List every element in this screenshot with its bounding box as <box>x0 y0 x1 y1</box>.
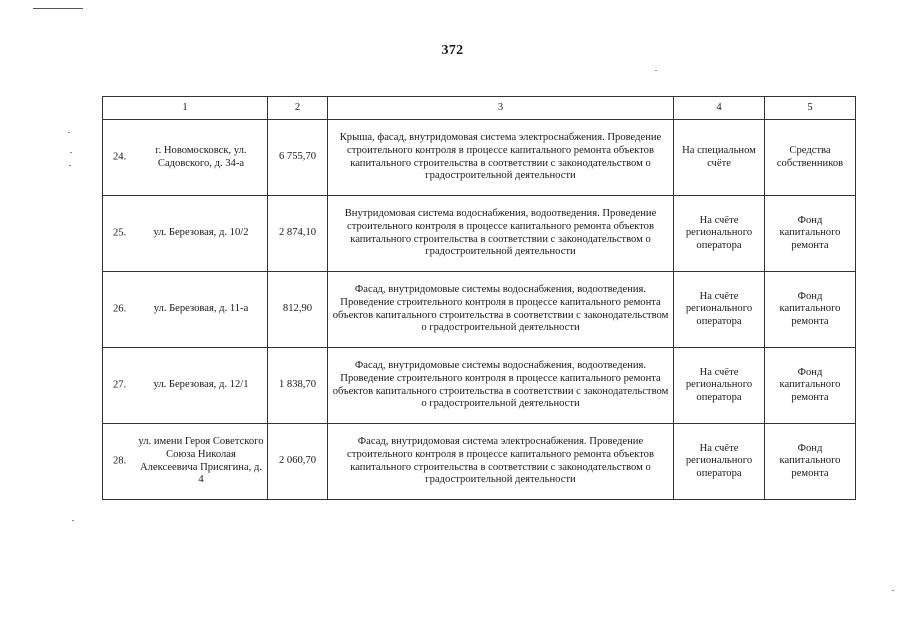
scan-speck <box>69 165 71 166</box>
table-row <box>103 120 856 196</box>
works-cell: Крыша, фасад, внутридомовая система электроснабжения. Проведение строительного контроля в процессе капитального ремонта объектов капитального строительства в соответствии с законодательством о градостроительной деятельности <box>328 120 674 196</box>
table-row <box>103 348 856 424</box>
address-cell <box>103 272 268 348</box>
funding-source-cell: Фонд капитального ремонта <box>765 348 856 424</box>
funding-source-cell: Фонд капитального ремонта <box>765 272 856 348</box>
address-cell <box>103 424 268 500</box>
column-header-3: 3 <box>328 97 674 120</box>
row-number: 24. <box>113 151 127 163</box>
account-cell: На счёте регионального оператора <box>674 424 765 500</box>
funding-source-cell: Фонд капитального ремонта <box>765 424 856 500</box>
account-cell: На счёте регионального оператора <box>674 272 765 348</box>
works-cell: Фасад, внутридомовые системы водоснабжения, водоотведения. Проведение строительного контроля в процессе капитального ремонта объектов капитального строительства в соответствии с законодательством о градостроительной деятельности <box>328 272 674 348</box>
cost-cell: 2 874,10 <box>268 196 328 272</box>
address-cell <box>103 120 268 196</box>
cost-cell: 1 838,70 <box>268 348 328 424</box>
scan-speck <box>72 520 74 521</box>
page-number: 372 <box>441 43 464 58</box>
column-header-5: 5 <box>765 97 856 120</box>
scan-speck <box>892 590 894 591</box>
row-number: 27. <box>113 379 127 391</box>
row-number: 28. <box>113 455 127 467</box>
address-cell <box>103 348 268 424</box>
column-header-4: 4 <box>674 97 765 120</box>
works-cell: Фасад, внутридомовые системы водоснабжения, водоотведения. Проведение строительного контроля в процессе капитального ремонта объектов капитального строительства в соответствии с законодательством о градостроительной деятельности <box>328 348 674 424</box>
scan-speck <box>655 70 657 71</box>
funding-source-cell: Средства собственников <box>765 120 856 196</box>
cost-cell: 812,90 <box>268 272 328 348</box>
table-header-row <box>103 97 856 120</box>
address-text: ул. имени Героя Советского Союза Николая Алексеевича Присягина, д. 4 <box>138 436 264 486</box>
works-cell: Внутридомовая система водоснабжения, водоотведения. Проведение строительного контроля в процессе капитального ремонта объектов капитального строительства в соответствии с законодательством о градостроительной деятельности <box>328 196 674 272</box>
table-row <box>103 196 856 272</box>
table-row <box>103 272 856 348</box>
cost-cell: 2 060,70 <box>268 424 328 500</box>
column-header-1: 1 <box>103 97 268 120</box>
works-cell: Фасад, внутридомовая система электроснабжения. Проведение строительного контроля в процессе капитального ремонта объектов капитального строительства в соответствии с законодательством о градостроительной деятельности <box>328 424 674 500</box>
account-cell: На специальном счёте <box>674 120 765 196</box>
address-cell <box>103 196 268 272</box>
column-header-2: 2 <box>268 97 328 120</box>
address-text: ул. Березовая, д. 12/1 <box>153 379 249 391</box>
header-rule <box>33 8 83 9</box>
row-number: 26. <box>113 303 127 315</box>
row-number: 25. <box>113 227 127 239</box>
account-cell: На счёте регионального оператора <box>674 196 765 272</box>
address-text: г. Новомосковск, ул. Садовского, д. 34-а <box>155 144 247 169</box>
funding-source-cell: Фонд капитального ремонта <box>765 196 856 272</box>
address-text: ул. Березовая, д. 10/2 <box>153 227 249 239</box>
address-text: ул. Березовая, д. 11-а <box>153 303 249 315</box>
table-row <box>103 424 856 500</box>
repair-works-table <box>102 96 856 500</box>
scan-speck <box>70 152 72 153</box>
scan-speck <box>68 132 70 133</box>
account-cell: На счёте регионального оператора <box>674 348 765 424</box>
cost-cell: 6 755,70 <box>268 120 328 196</box>
